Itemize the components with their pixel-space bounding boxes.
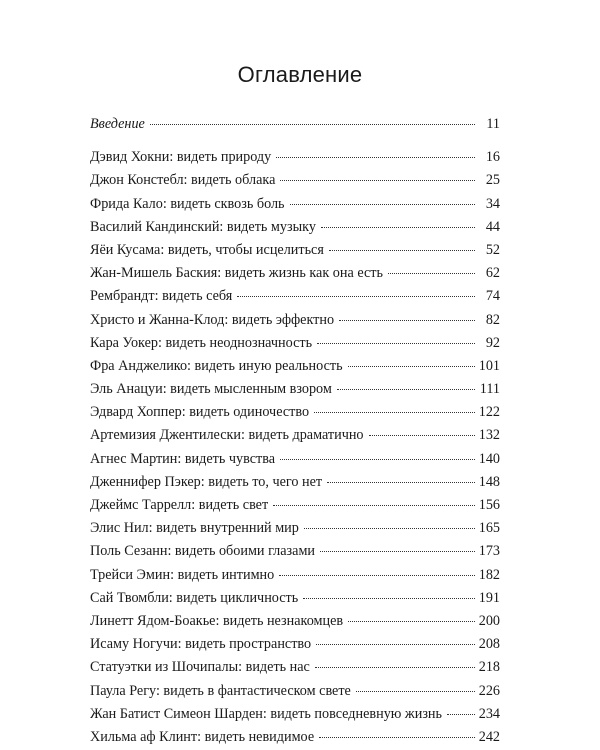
- toc-entry-title: Сай Твомбли: видеть цикличность: [90, 589, 299, 606]
- toc-entry-page-number: 156: [478, 497, 500, 513]
- toc-entry-title: Кара Уокер: видеть неоднозначность: [90, 334, 313, 351]
- dot-leader: [369, 434, 475, 436]
- toc-entry-title: Фра Анджелико: видеть иную реальность: [90, 357, 343, 374]
- toc-entry-title: Дженнифер Пэкер: видеть то, чего нет: [90, 473, 323, 490]
- toc-entry-page-number: 140: [478, 450, 500, 467]
- dot-leader: [337, 388, 475, 390]
- toc-entry-title: Исаму Ногучи: видеть пространство: [90, 636, 312, 653]
- dot-leader: [321, 226, 475, 228]
- toc-entry-page-number: 234: [478, 705, 500, 722]
- dot-leader: [348, 620, 475, 622]
- toc-entry: [90, 193, 500, 216]
- table-of-contents: [90, 113, 500, 749]
- toc-entry: [90, 239, 500, 262]
- dot-leader: [276, 156, 475, 158]
- toc-entry: [90, 656, 500, 679]
- toc-entry-page-number: 182: [478, 566, 500, 583]
- toc-entry: [90, 564, 500, 587]
- dot-leader: [356, 690, 475, 692]
- toc-entry: [90, 471, 500, 494]
- toc-entry-page-number: 101: [478, 357, 500, 374]
- dot-leader: [314, 411, 475, 413]
- toc-entry: [90, 378, 500, 401]
- toc-entry-title: Жан-Мишель Баския: видеть жизнь как она есть: [90, 265, 383, 282]
- dot-leader: [280, 179, 475, 181]
- toc-entry-page-number: 11: [486, 116, 500, 132]
- toc-entry-page-number: 52: [485, 241, 500, 258]
- toc-entry-page-number: 132: [478, 427, 500, 444]
- toc-entry-title: Эль Анацуи: видеть мысленным взором: [90, 381, 332, 398]
- toc-entry: [90, 285, 500, 308]
- toc-entry-page-number: 122: [478, 404, 500, 421]
- toc-entry: [90, 262, 500, 285]
- toc-entry: [90, 309, 500, 332]
- toc-entry-title: Агнес Мартин: видеть чувства: [90, 450, 276, 467]
- toc-entry-page-number: 208: [478, 636, 500, 653]
- page-title: Оглавление: [237, 62, 363, 87]
- toc-entry-title: Фрида Кало: видеть сквозь боль: [90, 195, 285, 212]
- dot-leader: [388, 272, 475, 274]
- toc-entry-title: Дэвид Хокни: видеть природу: [90, 149, 272, 166]
- toc-entry-page-number: 74: [485, 288, 500, 305]
- toc-entry: [90, 610, 500, 633]
- dot-leader: [339, 319, 475, 321]
- toc-entry-page-number: 200: [478, 612, 500, 629]
- toc-entry: [90, 169, 500, 192]
- toc-entry-title: Джеймс Таррелл: видеть свет: [90, 497, 269, 513]
- toc-entry: [90, 424, 500, 447]
- toc-entry: [90, 494, 500, 517]
- toc-entry: [90, 726, 500, 749]
- toc-entry-page-number: 165: [478, 520, 500, 537]
- toc-entry-title: Хильма аф Клинт: видеть невидимое: [90, 728, 315, 745]
- dot-leader: [315, 666, 475, 668]
- toc-entry-title: Эдвард Хоппер: видеть одиночество: [90, 404, 310, 421]
- toc-entry-page-number: 82: [485, 311, 500, 328]
- toc-entry: [90, 401, 500, 424]
- toc-entry-title: Паула Регу: видеть в фантастическом свете: [90, 682, 351, 699]
- dot-leader: [316, 643, 475, 645]
- dot-leader: [273, 504, 475, 506]
- toc-entry-page-number: 111: [479, 381, 500, 398]
- toc-entry-title: Линетт Ядом-Боакье: видеть незнакомцев: [90, 612, 344, 629]
- toc-entry: [90, 517, 500, 540]
- toc-entry-title: Яёи Кусама: видеть, чтобы исцелиться: [90, 241, 324, 258]
- toc-entry: [90, 216, 500, 239]
- dot-leader: [447, 713, 475, 715]
- toc-entry-page-number: 218: [478, 659, 500, 676]
- toc-entry-page-number: 25: [485, 172, 500, 189]
- toc-entry: [90, 448, 500, 471]
- toc-entry-title: Джон Констебл: видеть облака: [90, 172, 276, 189]
- toc-entry-page-number: 92: [485, 334, 500, 351]
- toc-entry-title: Христо и Жанна-Клод: видеть эффектно: [90, 311, 335, 328]
- dot-leader: [327, 481, 475, 483]
- dot-leader: [320, 550, 475, 552]
- toc-entry-title: Рембрандт: видеть себя: [90, 288, 233, 305]
- toc-entry-title: Василий Кандинский: видеть музыку: [90, 218, 316, 235]
- dot-leader: [280, 458, 475, 460]
- dot-leader: [150, 123, 475, 125]
- toc-entry-title: Жан Батист Симеон Шарден: видеть повседневную жизнь: [90, 705, 442, 722]
- toc-entry: [90, 703, 500, 726]
- toc-entry-page-number: 148: [478, 473, 500, 490]
- toc-entry-title: Артемизия Джентилески: видеть драматично: [90, 427, 364, 444]
- toc-entry-page-number: 34: [485, 195, 500, 212]
- toc-entry-page-number: 62: [485, 265, 500, 282]
- toc-entry: [90, 587, 500, 610]
- dot-leader: [304, 527, 475, 529]
- toc-entry-title: Введение: [90, 116, 145, 132]
- toc-entry-title: Трейси Эмин: видеть интимно: [90, 566, 275, 583]
- toc-entry-title: Элис Нил: видеть внутренний мир: [90, 520, 299, 537]
- dot-leader: [329, 249, 475, 251]
- toc-entry-page-number: 44: [485, 218, 500, 235]
- toc-entry: [90, 113, 500, 136]
- toc-entry: [90, 355, 500, 378]
- toc-entry: [90, 680, 500, 703]
- toc-entry: [90, 633, 500, 656]
- toc-entry-page-number: 191: [478, 589, 500, 606]
- toc-entry-page-number: 16: [485, 149, 500, 166]
- toc-entry-page-number: 226: [478, 682, 500, 699]
- dot-leader: [317, 342, 475, 344]
- toc-entry: [90, 146, 500, 169]
- toc-entry-page-number: 173: [478, 543, 500, 560]
- toc-entry-title: Статуэтки из Шочипалы: видеть нас: [90, 659, 310, 676]
- toc-entry-title: Поль Сезанн: видеть обоими глазами: [90, 543, 316, 560]
- toc-entry-page-number: 242: [478, 728, 500, 745]
- dot-leader: [290, 203, 475, 205]
- toc-entry: [90, 332, 500, 355]
- dot-leader: [348, 365, 475, 367]
- dot-leader: [237, 295, 475, 297]
- dot-leader: [303, 597, 475, 599]
- toc-entry: [90, 540, 500, 563]
- dot-leader: [279, 574, 475, 576]
- dot-leader: [319, 736, 475, 738]
